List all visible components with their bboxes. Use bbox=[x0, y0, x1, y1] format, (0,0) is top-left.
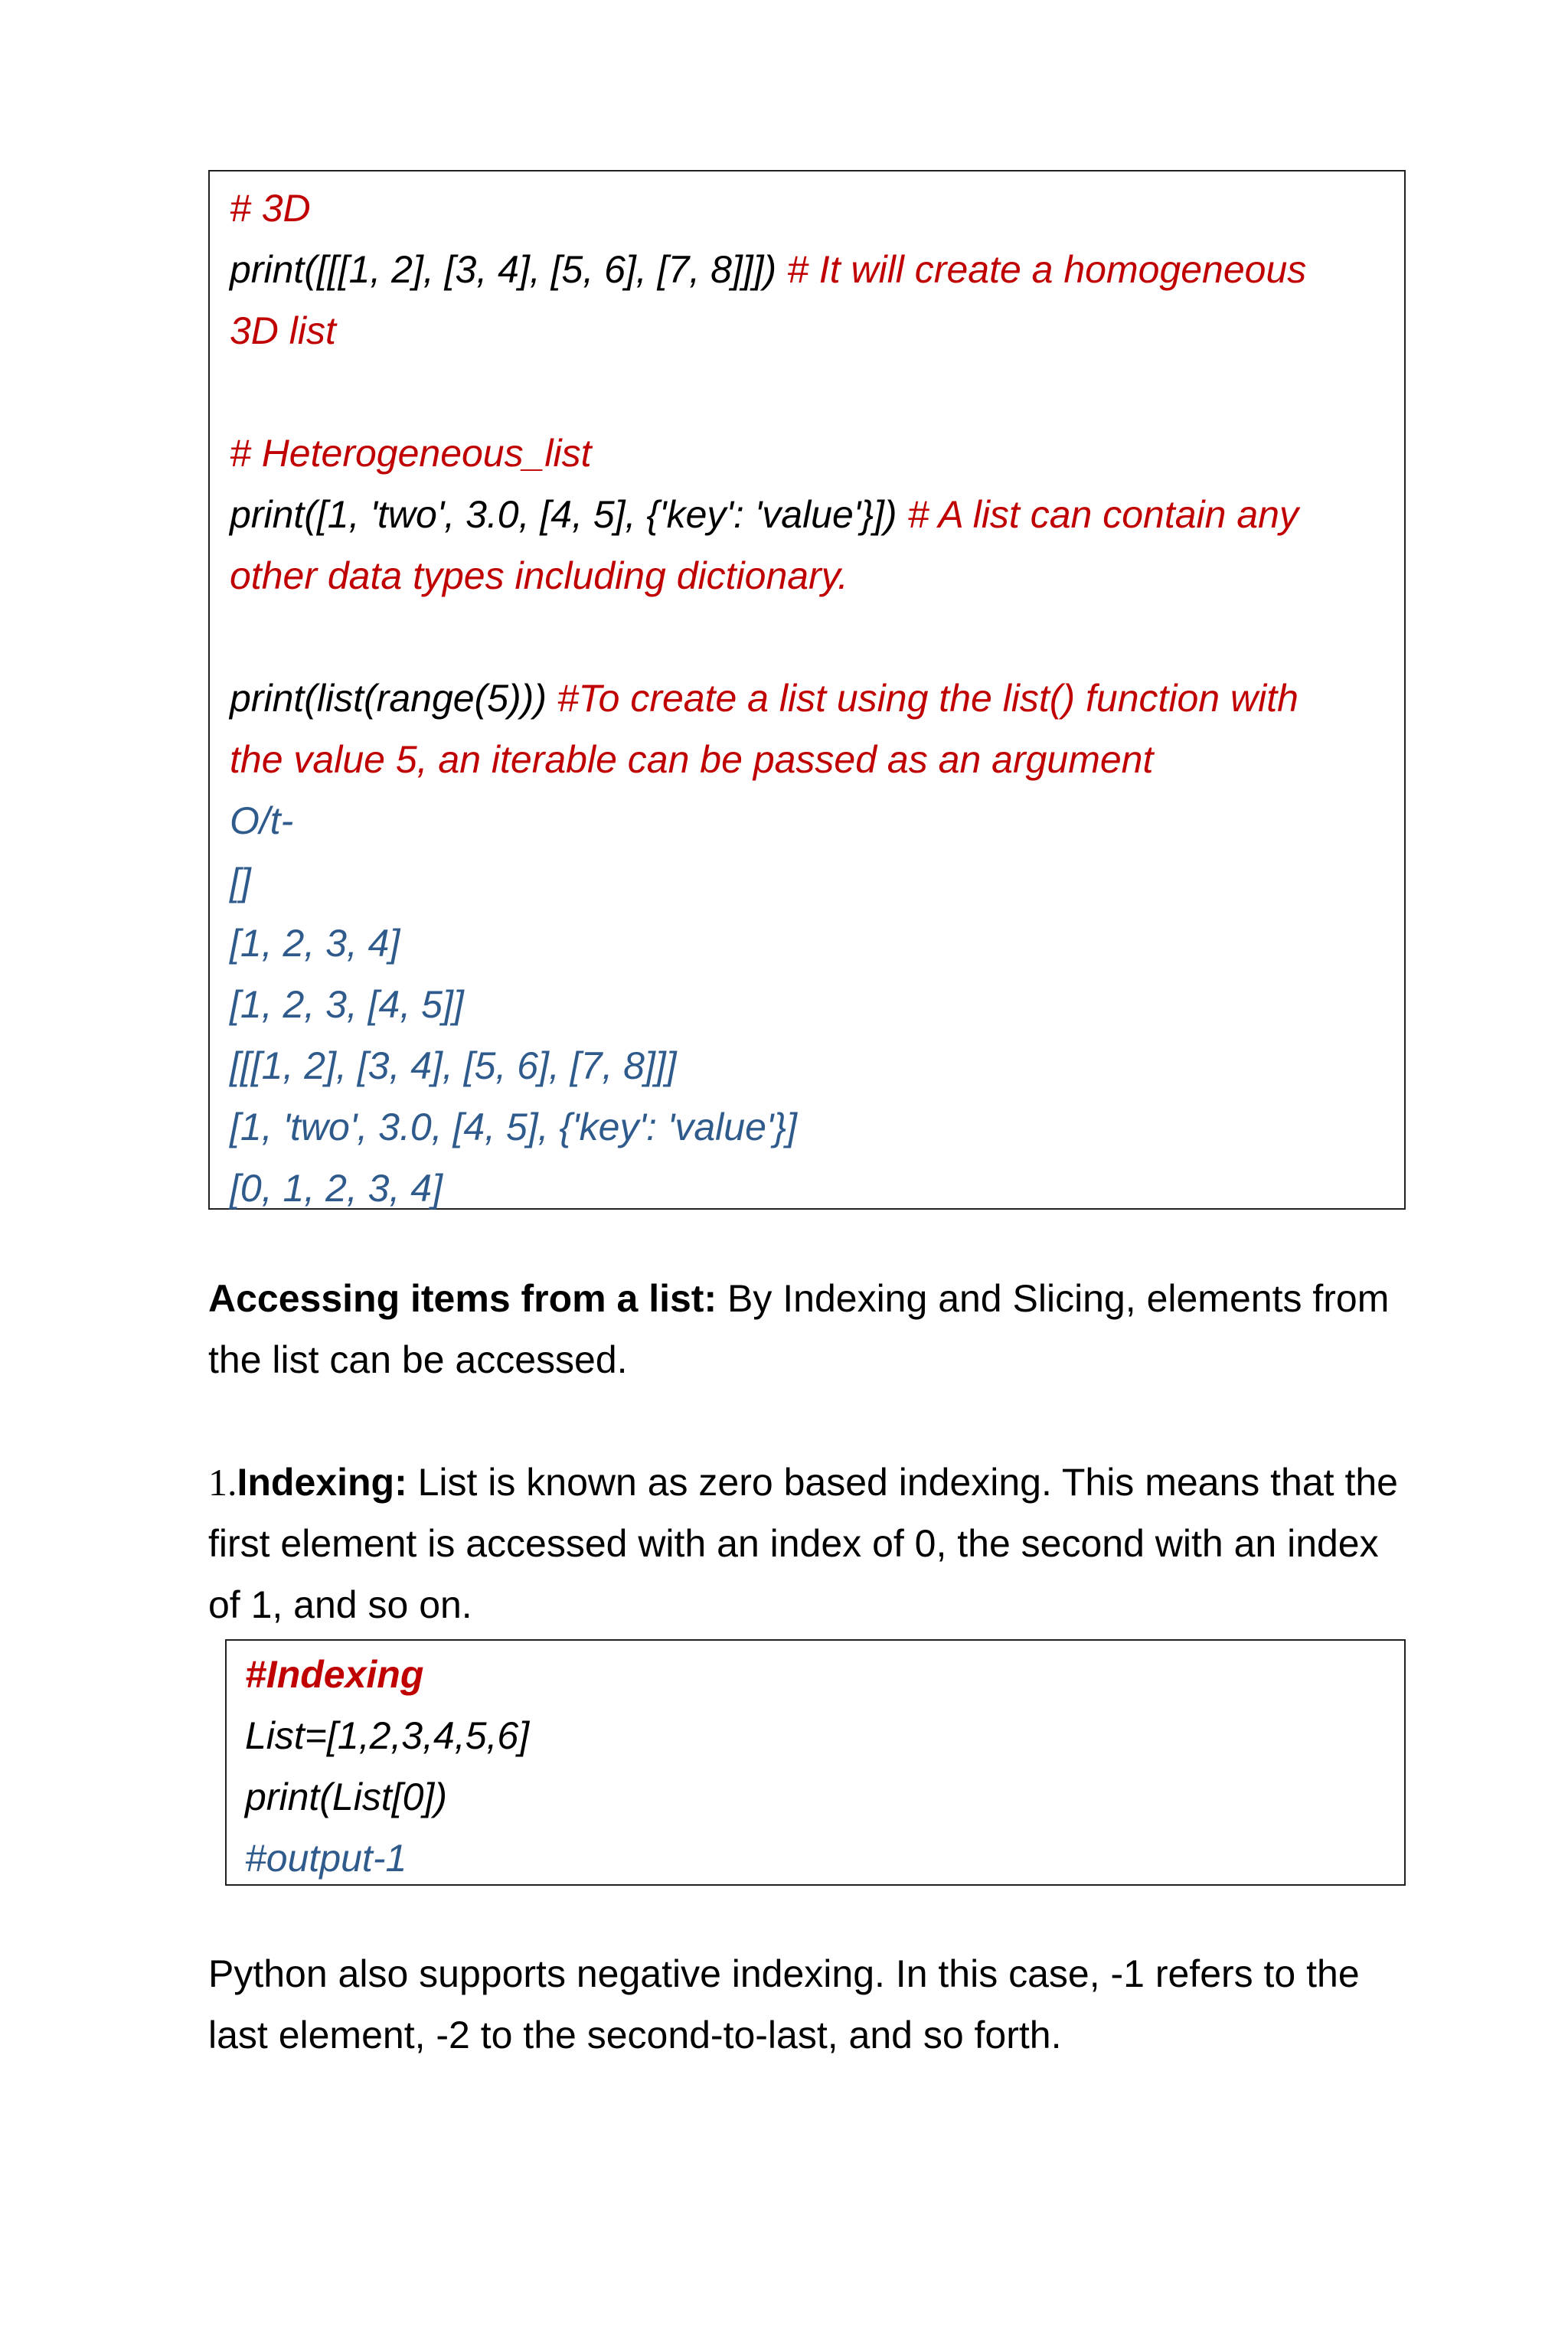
indexing-text-cont2: of 1, and so on. bbox=[208, 1583, 472, 1626]
print-hetero-comment-cont: other data types including dictionary. bbox=[230, 554, 848, 597]
accessing-items-text-cont: the list can be accessed. bbox=[208, 1338, 628, 1381]
output-label: O/t- bbox=[230, 799, 294, 842]
output-line: [[[1, 2], [3, 4], [5, 6], [7, 8]]] bbox=[230, 1044, 677, 1087]
indexing-code-line: List=[1,2,3,4,5,6] bbox=[245, 1714, 530, 1757]
negative-indexing-text: Python also supports negative indexing. In this case, -1 refers to the bbox=[208, 1952, 1360, 1995]
paragraph-indexing bbox=[208, 1452, 1409, 1635]
paragraph-negative-indexing bbox=[208, 1943, 1409, 2066]
print-hetero-comment: # A list can contain any bbox=[897, 493, 1298, 536]
code-box-list-examples bbox=[208, 170, 1406, 1210]
indexing-text-cont: first element is accessed with an index of 0, the second with an index bbox=[208, 1522, 1379, 1565]
indexing-text: List is known as zero based indexing. This means that the bbox=[407, 1461, 1398, 1504]
print-range-code: print(list(range(5))) bbox=[230, 677, 547, 720]
output-line: [1, 2, 3, [4, 5]] bbox=[230, 983, 464, 1026]
indexing-heading: Indexing: bbox=[237, 1461, 407, 1504]
print-range-line bbox=[230, 668, 1404, 729]
output-line: [] bbox=[230, 861, 251, 903]
indexing-line bbox=[208, 1461, 1398, 1504]
blank-line bbox=[230, 361, 1404, 423]
print-hetero-code: print([1, 'two', 3.0, [4, 5], {'key': 'value'}]) bbox=[230, 493, 897, 536]
output-line: [1, 2, 3, 4] bbox=[230, 922, 400, 965]
accessing-items-line bbox=[208, 1277, 1389, 1320]
output-line: [1, 'two', 3.0, [4, 5], {'key': 'value'}] bbox=[230, 1106, 798, 1148]
indexing-number: 1. bbox=[208, 1461, 237, 1504]
paragraph-accessing-items bbox=[208, 1268, 1409, 1390]
negative-indexing-text-cont: last element, -2 to the second-to-last, and so forth. bbox=[208, 2014, 1062, 2056]
blank-line bbox=[230, 606, 1404, 668]
print-3d-code: print([[[1, 2], [3, 4], [5, 6], [7, 8]]]) bbox=[230, 248, 777, 291]
indexing-code-title: #Indexing bbox=[245, 1653, 424, 1696]
accessing-items-text: By Indexing and Slicing, elements from bbox=[717, 1277, 1390, 1320]
output-line: [0, 1, 2, 3, 4] bbox=[230, 1167, 443, 1210]
comment-heterogeneous: # Heterogeneous_list bbox=[230, 432, 592, 475]
print-3d-comment: # It will create a homogeneous bbox=[776, 248, 1307, 291]
accessing-items-heading: Accessing items from a list: bbox=[208, 1277, 717, 1320]
comment-3d: # 3D bbox=[230, 187, 311, 230]
print-hetero-line bbox=[230, 484, 1404, 545]
print-3d-line bbox=[230, 239, 1404, 300]
code-box-indexing bbox=[225, 1639, 1406, 1886]
print-3d-comment-cont: 3D list bbox=[230, 309, 336, 352]
indexing-code-output: #output-1 bbox=[245, 1837, 407, 1880]
indexing-code-line: print(List[0]) bbox=[245, 1775, 447, 1818]
print-range-comment-cont: the value 5, an iterable can be passed as an argument bbox=[230, 738, 1154, 781]
print-range-comment: #To create a list using the list() function with bbox=[546, 677, 1298, 720]
